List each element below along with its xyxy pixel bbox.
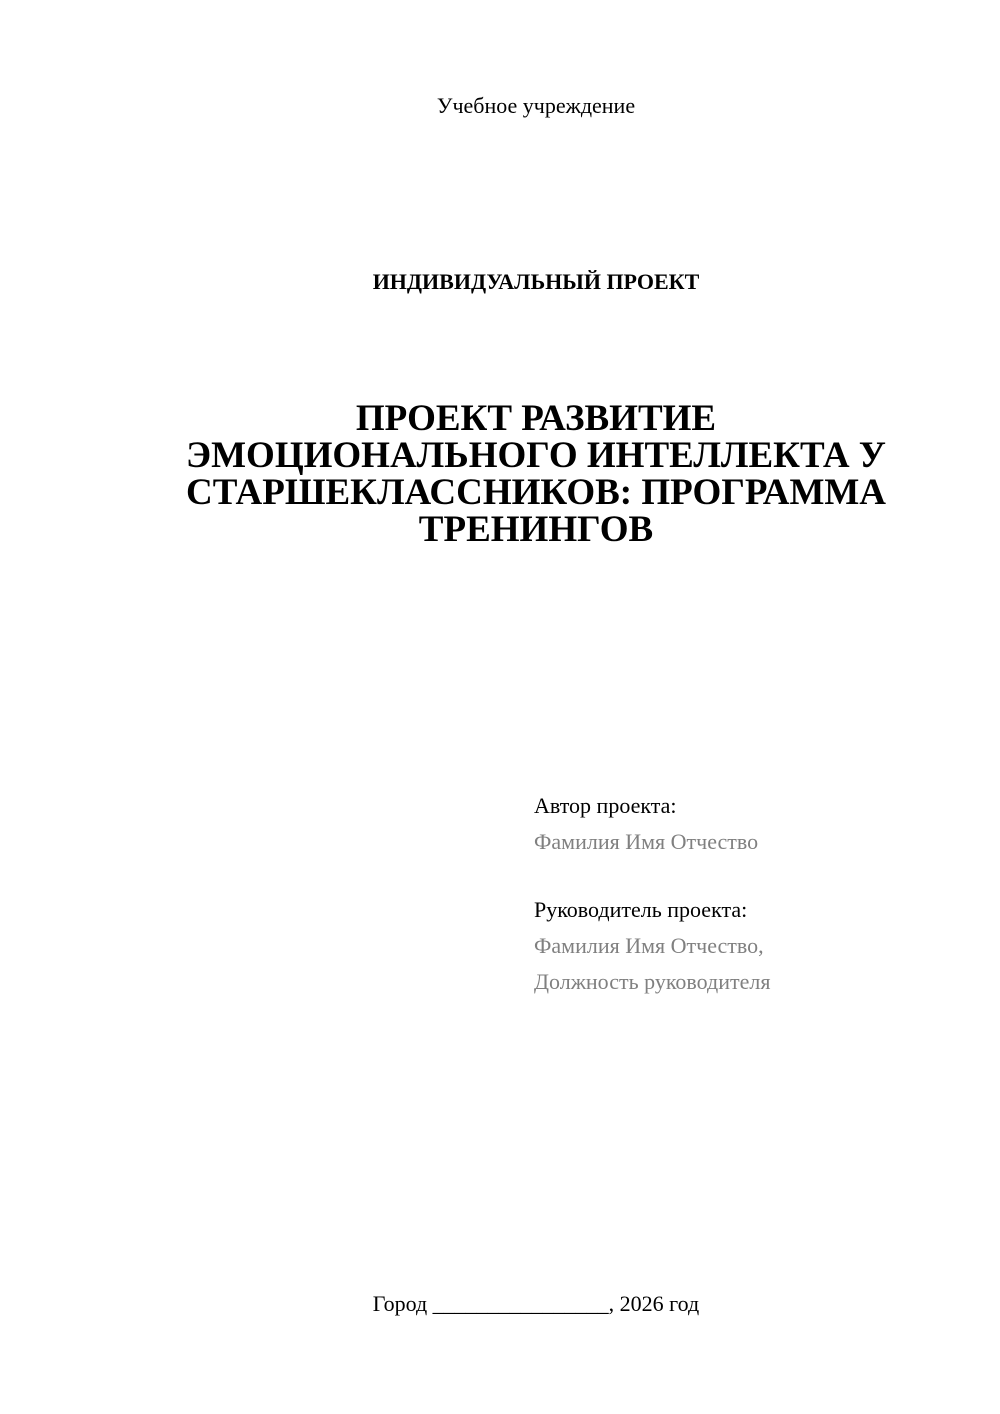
supervisor-label: Руководитель проекта: (534, 897, 748, 922)
author-label: Автор проекта: (534, 793, 677, 818)
institution-name: Учебное учреждение (436, 93, 636, 118)
project-title-line: ТРЕНИНГОВ (418, 509, 654, 550)
author-name-placeholder: Фамилия Имя Отчество (534, 829, 759, 854)
document-type: ИНДИВИДУАЛЬНЫЙ ПРОЕКТ (372, 269, 700, 294)
author-block (534, 788, 974, 860)
project-title-line: ЭМОЦИОНАЛЬНОГО ИНТЕЛЛЕКТА У (186, 435, 886, 476)
supervisor-name-placeholder: Фамилия Имя Отчество, (534, 933, 764, 958)
supervisor-block (534, 892, 974, 1000)
supervisor-position-placeholder: Должность руководителя (534, 969, 771, 994)
project-title-line: СТАРШЕКЛАССНИКОВ: ПРОГРАММА (185, 472, 887, 513)
project-title-line: ПРОЕКТ РАЗВИТИЕ (355, 398, 717, 439)
city-year-line: Город ________________, 2026 год (372, 1291, 700, 1316)
project-title (150, 400, 922, 548)
